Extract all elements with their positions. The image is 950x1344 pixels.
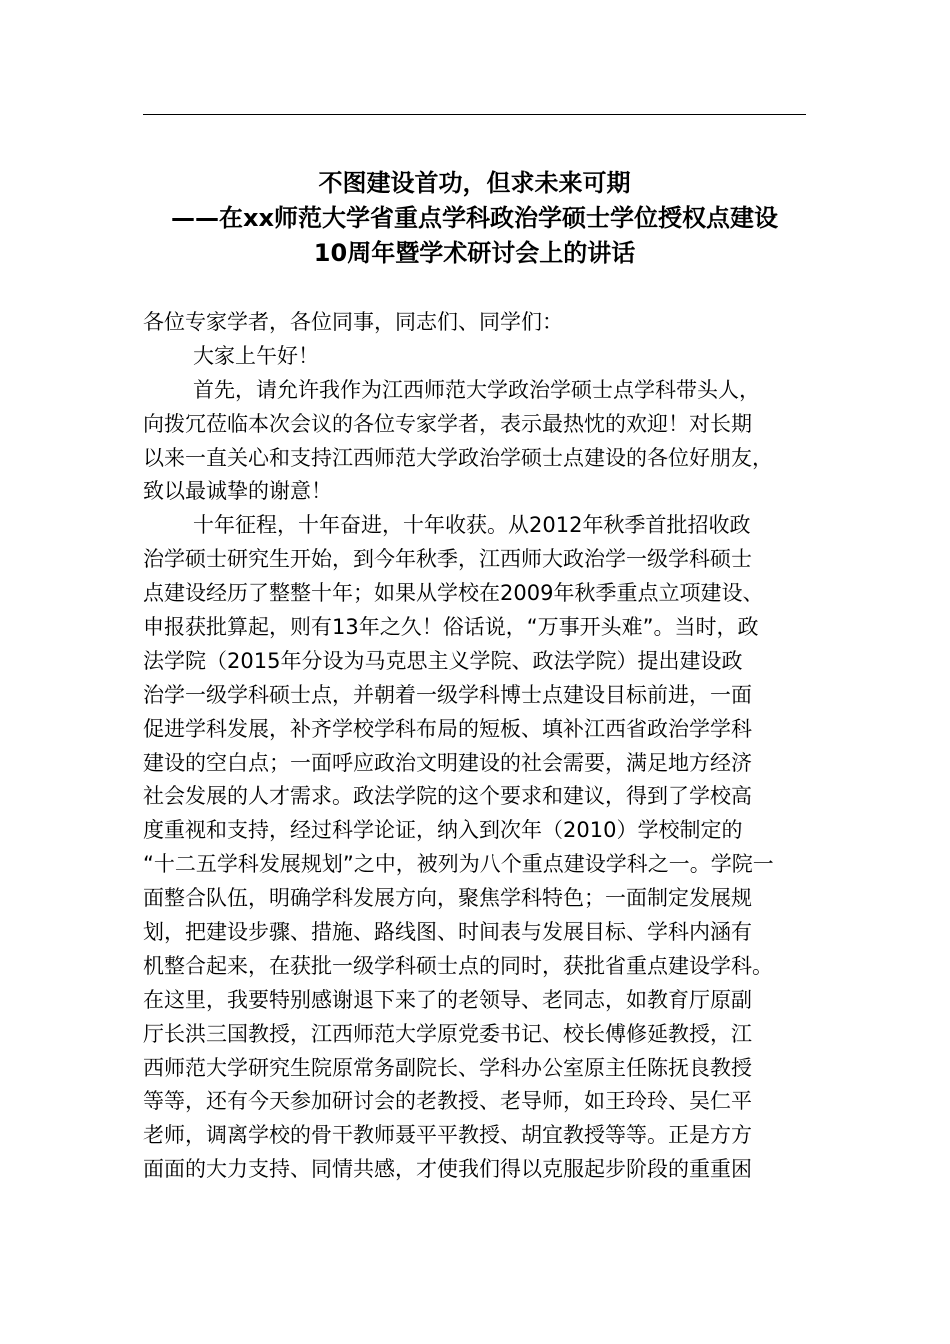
text-line: 西师范大学研究生院原常务副院长、学科办公室原主任陈抚良教授 [143, 1055, 752, 1080]
text-line: 向拨冗莅临本次会议的各位专家学者，表示最热忱的欢迎！对长期 [143, 411, 752, 436]
text-line: 建设的空白点；一面呼应政治文明建设的社会需要，满足地方经济 [143, 750, 752, 775]
text-line: 度重视和支持，经过科学论证，纳入到次年（2010）学校制定的 [143, 818, 743, 843]
text-line: 申报获批算起，则有13年之久！俗话说，“万事开头难”。当时，政 [143, 615, 759, 640]
text-line: 治学硕士研究生开始，到今年秋季，江西师大政治学一级学科硕士 [143, 547, 752, 572]
text-line: 点建设经历了整整十年；如果从学校在2009年秋季重点立项建设、 [143, 581, 764, 606]
text-line: 十年征程，十年奋进，十年收获。从2012年秋季首批招收政 [193, 513, 751, 538]
text-line: “十二五学科发展规划”之中，被列为八个重点建设学科之一。学院一 [143, 852, 774, 877]
text-line: 等等，还有今天参加研讨会的老教授、老导师，如王玲玲、吴仁平 [143, 1089, 752, 1114]
text-line: 机整合起来，在获批一级学科硕士点的同时，获批省重点建设学科。 [143, 953, 773, 978]
text-line: 面整合队伍，明确学科发展方向，聚焦学科特色；一面制定发展规 [143, 886, 752, 911]
title-block [143, 166, 806, 271]
text-line: 面面的大力支持、同情共感，才使我们得以克服起步阶段的重重困 [143, 1157, 752, 1182]
salutation: 各位专家学者，各位同事，同志们、同学们： [143, 310, 563, 334]
text-line: 以来一直关心和支持江西师范大学政治学硕士点建设的各位好朋友， [143, 445, 773, 470]
text-line: 治学一级学科硕士点，并朝着一级学科博士点建设目标前进，一面 [143, 682, 752, 707]
main-title: 不图建设首功，但求未来可期 [318, 169, 631, 197]
text-line: 法学院（2015年分设为马克思主义学院、政法学院）提出建设政 [143, 648, 743, 673]
text-line: 首先，请允许我作为江西师范大学政治学硕士点学科带头人， [193, 377, 760, 402]
text-line: 促进学科发展，补齐学校学科布局的短板、填补江西省政治学学科 [143, 716, 752, 741]
text-line: 在这里，我要特别感谢退下来了的老领导、老同志，如教育厅原副 [143, 987, 752, 1012]
subtitle-line-1: ——在xx师范大学省重点学科政治学硕士学位授权点建设 [171, 204, 778, 232]
text-line: 划，把建设步骤、措施、路线图、时间表与发展目标、学科内涵有 [143, 920, 752, 945]
subtitle-line-2: 10周年暨学术研讨会上的讲话 [313, 239, 636, 267]
text-line: 老师，调离学校的骨干教师聂平平教授、胡宜教授等等。正是方方 [143, 1123, 752, 1148]
header-rule [143, 114, 806, 115]
text-line: 致以最诚挚的谢意！ [143, 479, 332, 504]
text-line: 社会发展的人才需求。政法学院的这个要求和建议，得到了学校高 [143, 784, 752, 809]
greeting: 大家上午好！ [193, 343, 319, 368]
text-line: 厅长洪三国教授，江西师范大学原党委书记、校长傅修延教授，江 [143, 1021, 752, 1046]
speech-body [143, 306, 811, 1187]
